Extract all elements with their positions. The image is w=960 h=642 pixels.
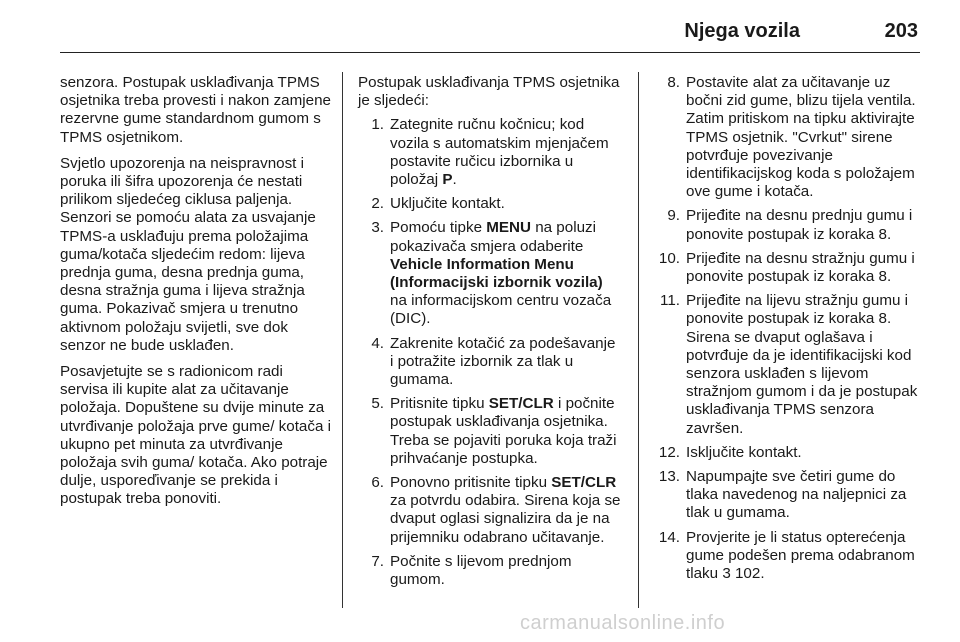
step-text: Isključite kontakt. (686, 443, 802, 461)
column-left (60, 74, 332, 517)
chapter-title: Njega vozila (684, 20, 800, 42)
procedure-intro: Postupak usklađivanja TPMS osjetnika je sljedeći: (358, 74, 620, 110)
step-number: 9. (667, 207, 680, 225)
list-item (358, 395, 622, 468)
list-item (358, 474, 622, 547)
step-text: Zakrenite kotačić za podešavanje i potražite izbornik za tlak u gumama. (390, 334, 616, 389)
list-item (358, 219, 622, 328)
step-number: 2. (371, 195, 384, 213)
bold-term: SET/CLR (488, 395, 554, 413)
step-number: 8. (667, 74, 680, 91)
list-item (358, 553, 622, 589)
step-text: Prijeđite na desnu prednju gumu i ponovite postupak iz koraka 8. (686, 207, 913, 243)
paragraph: Svjetlo upozorenja na neispravnost i poruka ili šifra upozorenja će nestati prilikom sljedećeg ciklusa paljenja. Senzori se pomoću alata za usvajanje TPMS-a usklađuju prema položajima guma/kotača sljedećim redom: lijeva prednja guma, desna prednja guma, desna stražnja guma i lijeva stražnja guma. Pokazivač smjera u trenutno aktivnom položaju svijetli, sve dok senzor ne bude usklađen. (60, 154, 316, 354)
step-text: Uključite kontakt. (390, 195, 505, 213)
step-text: Provjerite je li status opterećenja gume podešen prema odabranom tlaku 3 102. (686, 528, 915, 583)
bold-term: Vehicle Information Menu (Informacijski izbornik vozila) (390, 255, 603, 292)
step-number: 14. (658, 528, 680, 546)
step-number: 7. (371, 552, 384, 570)
step-number: 5. (371, 395, 384, 413)
column-divider-1 (342, 72, 343, 608)
watermark: carmanualsonline.info (520, 612, 726, 634)
step-text: Napumpajte sve četiri gume do tlaka navedenog na naljepnici za tlak u gumama. (686, 468, 907, 522)
list-item (654, 529, 924, 584)
step-number: 3. (371, 219, 384, 237)
step-number: 11. (660, 292, 680, 310)
bold-term: SET/CLR (551, 474, 617, 492)
step-text: Postavite alat za učitavanje uz bočni zid gume, blizu tijela ventila. Zatim pritiskom na tipku aktivirajte TPMS osjetnik. "Cvrkut" sirene potvrđuje povezivanje identifikacijskog koda s položajem ove gume i kotača. (686, 74, 916, 201)
page-reference-icon[interactable]: 3 (722, 565, 731, 583)
list-item (654, 444, 924, 462)
paragraph: Posavjetujte se s radionicom radi servisa ili kupite alat za učitavanje položaja. Dopuštene su dvije minute za utvrđivanje položaja prve gume/ kotača i ukupno pet minuta za utvrđivanje položaja svih guma/ kotača. Ako potraje dulje, usporeďivanje se prekida i postupak treba ponoviti. (60, 363, 331, 508)
list-item (654, 207, 924, 243)
list-item (654, 74, 924, 201)
step-number: 10. (658, 249, 680, 267)
step-number: 4. (371, 334, 384, 352)
step-number: 13. (658, 468, 680, 486)
bold-term: P (442, 171, 453, 189)
step-text: Ponovno pritisnite tipku SET/CLR za potvrdu odabira. Sirena koja se dvaput oglasi signalizira da je na prijemniku odabrano učitavanje. (390, 474, 621, 546)
column-middle (358, 74, 622, 595)
list-item (358, 195, 622, 213)
header-divider (60, 52, 920, 53)
step-text: Prijeđite na lijevu stražnju gumu i ponovite postupak iz koraka 8. Sirena se dvaput oglašava i potvrđuje da je identifikacijski kod senzora usklađen s lijevom stražnjom gumom i da je postupak usklađivanja TPMS senzora završen. (686, 292, 918, 437)
step-text: Zategnite ručnu kočnicu; kod vozila s automatskim mjenjačem postavite ručicu izbornika u položaj P. (390, 116, 609, 189)
paragraph: senzora. Postupak usklađivanja TPMS osjetnika treba provesti i nakon zamjene rezervne gume standardnom gumom s TPMS osjetnikom. (60, 74, 331, 146)
list-item (654, 468, 924, 523)
column-right (654, 74, 924, 589)
list-item (358, 335, 622, 390)
step-number: 1. (371, 116, 384, 134)
list-item (654, 250, 924, 286)
column-divider-2 (638, 72, 639, 608)
step-text: Pritisnite tipku SET/CLR i počnite postupak usklađivanja osjetnika. Treba se pojaviti poruka koja traži prihvaćanje postupka. (390, 395, 617, 467)
step-number: 6. (371, 474, 384, 492)
page-header (60, 14, 920, 50)
bold-term: MENU (486, 219, 531, 237)
step-text: Pomoću tipke MENU na poluzi pokazivača smjera odaberite Vehicle Information Menu (Informacijski izbornik vozila) na informacijskom centru vozača (DIC). (390, 219, 612, 328)
step-text: Počnite s lijevom prednjom gumom. (390, 552, 572, 589)
page-number: 203 (884, 20, 918, 42)
step-text: Prijeđite na desnu stražnju gumu i ponovite postupak iz koraka 8. (686, 249, 915, 286)
list-item (358, 116, 622, 189)
step-number: 12. (658, 443, 680, 461)
list-item (654, 292, 924, 438)
